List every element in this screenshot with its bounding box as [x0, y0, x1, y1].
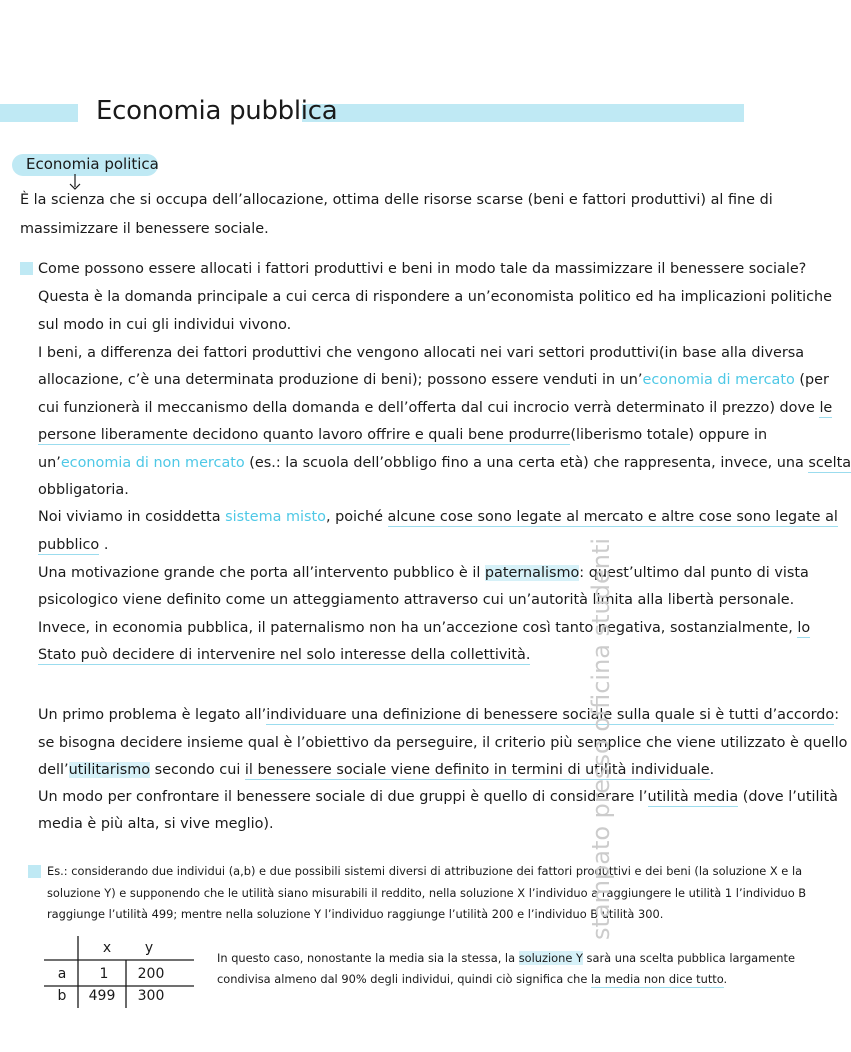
underlined-text: utilità media — [647, 789, 739, 805]
beni-line-2 — [38, 366, 829, 394]
beni-line-4 — [38, 421, 767, 449]
beni-line-1: I beni, a differenza dei fattori produttivi che vengono allocati nei vari settori produttivi(in base alla diversa — [38, 345, 805, 361]
underlined-text: individuare una definizione di benessere sociale sulla quale si è tutti d’accordo — [266, 707, 835, 723]
underlined-text: alcune cose sono legate al mercato e altre cose sono legate al — [387, 509, 838, 525]
benessere-line-4 — [38, 783, 838, 811]
conclusion-text: . — [723, 972, 728, 986]
conclusion-text: condivisa almeno dal 90% degli individui, quindi ciò significa che — [217, 972, 591, 986]
underlined-text: lo — [797, 620, 811, 636]
table-cell-a-y: 200 — [137, 966, 165, 982]
benessere-text: Un modo per confrontare il benessere sociale di due gruppi è quello di considerare l’ — [38, 789, 648, 805]
misto-line-2 — [38, 531, 108, 559]
term-paternalismo: paternalismo — [484, 565, 580, 581]
benessere-text: . — [709, 762, 715, 778]
table-cell-b-y: 300 — [137, 988, 165, 1004]
title-bar-right — [302, 104, 744, 122]
benessere-line-5: media è più alta, si vive meglio). — [38, 816, 274, 832]
question-line-3: sul modo in cui gli individui vivono. — [38, 317, 292, 333]
beni-text: (liberismo totale) oppure in — [570, 427, 768, 443]
term-soluzione-y: soluzione Y — [518, 951, 583, 965]
page-title: Economia pubblica — [96, 96, 338, 126]
beni-text: (per — [794, 372, 829, 388]
underlined-text: il benessere sociale viene definito in termini di utilità individuale — [244, 762, 710, 778]
beni-text: (es.: la scuola dell’obbligo fino a una certa età) che rappresenta, invece, una — [244, 455, 809, 471]
section-label: Economia politica — [26, 155, 159, 173]
question-line-1: Come possono essere allocati i fattori produttivi e beni in modo tale da massimizzare il benessere sociale? — [38, 261, 807, 277]
underlined-text: persone liberamente decidono quanto lavoro offrire e quali bene produrre — [38, 427, 571, 443]
benessere-text: secondo cui — [150, 762, 245, 778]
beni-text: un’ — [38, 455, 61, 471]
question-line-2: Questa è la domanda principale a cui cerca di rispondere a un’economista politico ed ha implicazioni politiche — [38, 289, 832, 305]
example-line-3: raggiunge l’utilità 499; mentre nella soluzione Y l’individuo raggiunge l’utilità 200 e l’individuo B utilità 300. — [47, 907, 664, 921]
intro-line-1: È la scienza che si occupa dell’allocazione, ottima delle risorse scarse (beni e fattori produttivi) al fine di — [20, 192, 773, 208]
paternalismo-text: Invece, in economia pubblica, il paternalismo non ha un’accezione così tanto negativa, sostanzialmente, — [38, 620, 798, 636]
example-line-2: soluzione Y) e supponendo che le utilità siano misurabili il reddito, nella soluzione X l’individuo a raggiungere le utilità 1 l’individuo B — [47, 886, 807, 900]
paternalismo-text: : quest’ultimo dal punto di vista — [579, 565, 809, 581]
example-line-1: Es.: considerando due individui (a,b) e due possibili sistemi diversi di attribuzione dei fattori produttivi e dei beni (la soluzione X e la — [47, 864, 803, 878]
table-col-header-y: y — [144, 940, 154, 956]
table-cell-b-x: 499 — [88, 988, 116, 1004]
underlined-text: Stato può decidere di intervenire nel solo interesse della collettività. — [38, 647, 531, 663]
benessere-line-2: se bisogna decidere insieme qual è l’obiettivo da perseguire, il criterio più semplice che viene utilizzato è quello — [38, 735, 848, 751]
watermark: stampato presso officina studenti — [587, 537, 615, 940]
table-col-header-x: x — [102, 940, 112, 956]
term-economia-di-non-mercato: economia di non mercato — [60, 455, 245, 471]
term-utilitarismo: utilitarismo — [68, 762, 151, 778]
table-cell-a-x: 1 — [99, 966, 109, 982]
beni-text: allocazione, c’è una determinata produzione di beni); possono essere venduti in un’ — [38, 372, 643, 388]
term-sistema-misto: sistema misto — [225, 509, 326, 525]
misto-text: Noi viviamo in cosiddetta — [38, 509, 226, 525]
misto-text: , poiché — [325, 509, 388, 525]
beni-line-5 — [38, 449, 851, 477]
underlined-text: le — [819, 400, 833, 416]
table-row-label-b: b — [57, 988, 67, 1004]
question-bullet — [20, 262, 33, 275]
table-row-label-a: a — [57, 966, 67, 982]
underlined-text: scelta — [808, 455, 851, 471]
benessere-line-1 — [38, 701, 839, 729]
beni-line-3 — [38, 394, 832, 422]
paternalismo-text: Una motivazione grande che porta all’intervento pubblico è il — [38, 565, 485, 581]
paternalismo-line-4 — [38, 641, 530, 669]
intro-line-2: massimizzare il benessere sociale. — [20, 221, 269, 237]
misto-line-1 — [38, 503, 838, 531]
beni-text: cui funzionerà il meccanismo della domanda e dell’offerta dal cui incrocio verrà determinato il prezzo) dove — [38, 400, 820, 416]
benessere-text: Un primo problema è legato all’ — [38, 707, 267, 723]
paternalismo-line-3 — [38, 614, 810, 642]
misto-text: . — [99, 537, 109, 553]
beni-line-6: obbligatoria. — [38, 482, 129, 498]
conclusion-line-1 — [217, 948, 795, 968]
paternalismo-line-1 — [38, 559, 809, 587]
conclusion-text: sarà una scelta pubblica largamente — [582, 951, 795, 965]
title-bar-left — [0, 104, 78, 122]
paternalismo-line-2: psicologico viene definito come un atteggiamento attraverso cui un’autorità limita alla libertà personale. — [38, 592, 795, 608]
term-economia-di-mercato: economia di mercato — [642, 372, 795, 388]
underlined-text: pubblico — [38, 537, 100, 553]
conclusion-line-2 — [217, 969, 727, 989]
benessere-text: dell’ — [38, 762, 69, 778]
underlined-text: la media non dice tutto — [590, 972, 724, 986]
benessere-text: (dove l’utilità — [738, 789, 839, 805]
example-bullet — [28, 865, 41, 878]
conclusion-text: In questo caso, nonostante la media sia la stessa, la — [217, 951, 519, 965]
benessere-text: : — [834, 707, 840, 723]
